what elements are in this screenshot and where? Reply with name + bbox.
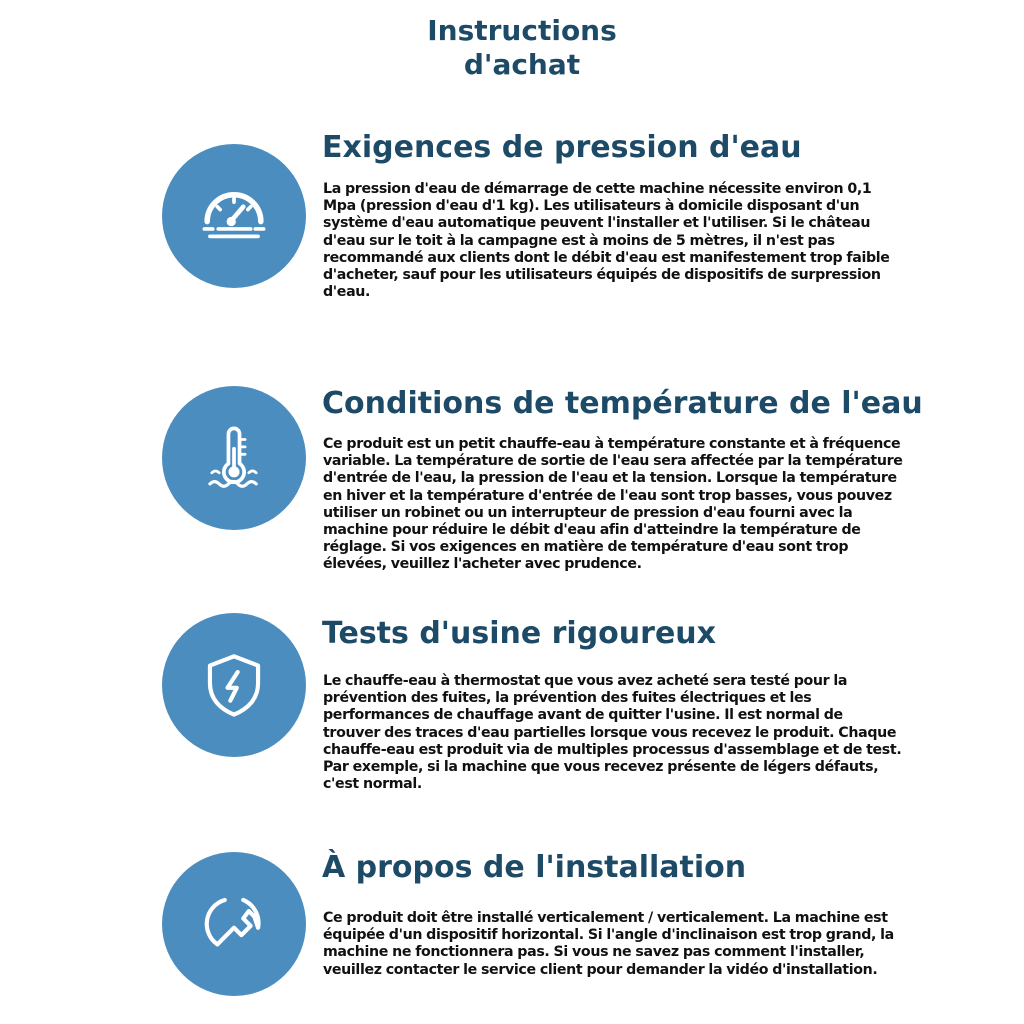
section-title-water-temperature: Conditions de température de l'eau (322, 386, 923, 421)
section-title-factory-tests: Tests d'usine rigoureux (322, 616, 716, 651)
section-body-water-pressure: La pression d'eau de démarrage de cette machine nécessite environ 0,1 Mpa (pression d'eau d'1 kg). Les utilisateurs à domicile disposant d'un système d'eau automatique peuvent l'installer et l'utiliser. Si le château d'eau sur le toit à la campagne est à moins de 5 mètres, il n'est pas recommandé aux clients dont le débit d'eau est manifestement trop faible d'acheter, sauf pour les utilisateurs équipés de dispositifs de surpression d'eau. (323, 181, 890, 301)
section-body-factory-tests: Le chauffe-eau à thermostat que vous avez acheté sera testé pour la prévention des fuites, la prévention des fuites électriques et les performances de chauffage avant de quitter l'usine. Il est normal de trouver des traces d'eau partielles lorsque vous recevez le produit. Chaque chauffe-eau est produit via de multiples processus d'assemblage et de test. Par exemple, si la machine que vous recevez présente de légers défauts, c'est normal. (323, 673, 902, 793)
page-title (0, 14, 1024, 82)
thermometer-water-icon (162, 386, 306, 530)
page-title-line-2: d'achat (463, 48, 581, 81)
section-body-water-temperature: Ce produit est un petit chauffe-eau à température constante et à fréquence variable. La température de sortie de l'eau sera affectée par la température d'entrée de l'eau, la pression de l'eau et la tension. Lorsque la température en hiver et la température d'entrée de l'eau sont trop basses, vous pouvez utiliser un robinet ou un interrupteur de pression d'eau fourni avec la machine pour réduire le débit d'eau afin d'atteindre la température de réglage. Si vos exigences en matière de température d'eau sont trop élevées, veuillez l'acheter avec prudence. (323, 436, 903, 573)
section-title-installation: À propos de l'installation (322, 850, 747, 885)
pressure-gauge-icon (162, 144, 306, 288)
section-title-water-pressure: Exigences de pression d'eau (322, 130, 802, 165)
wrench-icon (162, 852, 306, 996)
shield-lightning-icon (162, 613, 306, 757)
section-body-installation: Ce produit doit être installé verticalement / verticalement. La machine est équipée d'un dispositif horizontal. Si l'angle d'inclinaison est trop grand, la machine ne fonctionnera pas. Si vous ne savez pas comment l'installer, veuillez contacter le service client pour demander la vidéo d'installation. (323, 910, 894, 978)
page-title-line-1: Instructions (427, 14, 617, 47)
